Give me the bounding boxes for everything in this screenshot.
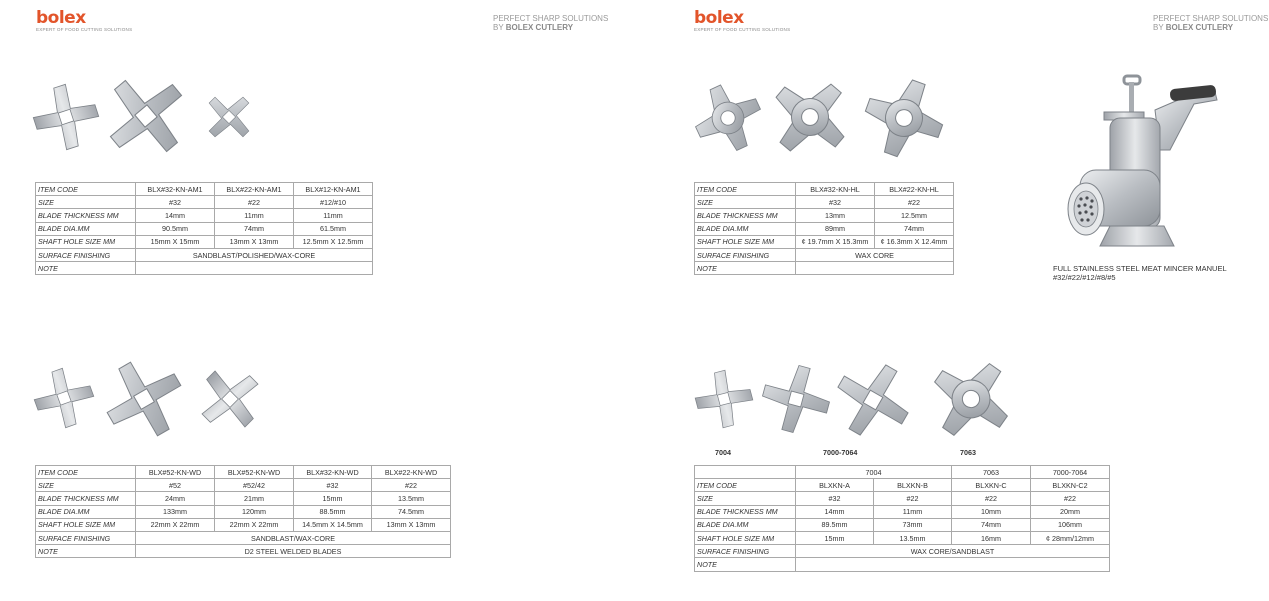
blade-7004-image (690, 365, 758, 433)
table-row (695, 235, 954, 248)
table-row (36, 518, 451, 531)
row-label: ITEM CODE (36, 466, 136, 479)
table-row (695, 545, 1110, 558)
table-cell: 13mm X 13mm (372, 518, 451, 531)
table-row (695, 492, 1110, 505)
mincer-caption-line-2: #32/#22/#12/#8/#5 (1053, 273, 1116, 282)
table-cell: BLX#52-KN-WD (136, 466, 215, 479)
model-header: 7004 (796, 466, 952, 479)
row-label: SURFACE FINISHING (36, 248, 136, 261)
surface-finishing-value: SANDBLAST/WAX-CORE (136, 531, 451, 544)
table-cell: BLX#22-KN-WD (372, 466, 451, 479)
table-cell: 11mm (874, 505, 952, 518)
table-cell: 14mm (136, 209, 215, 222)
row-label: SIZE (36, 479, 136, 492)
note-value: D2 STEEL WELDED BLADES (136, 545, 451, 558)
table-cell: 74mm (875, 222, 954, 235)
table-cell: #32 (796, 196, 875, 209)
blade-7000-7064a-image (755, 358, 836, 439)
table-cell: 15mm (796, 531, 874, 544)
row-label: SURFACE FINISHING (36, 531, 136, 544)
table-cell: BLXKN-C2 (1031, 479, 1110, 492)
table-row (36, 492, 451, 505)
table-cell: ¢ 28mm/12mm (1031, 531, 1110, 544)
table-cell: 12.5mm (875, 209, 954, 222)
table-cell: 120mm (215, 505, 294, 518)
row-label: BLADE DIA.MM (36, 222, 136, 235)
table-cell: #12/#10 (294, 196, 373, 209)
row-label: BLADE DIA.MM (36, 505, 136, 518)
row-label: ITEM CODE (36, 183, 136, 196)
table-row (695, 505, 1110, 518)
table-cell: 16mm (952, 531, 1031, 544)
table-cell: #32 (796, 492, 874, 505)
row-label: BLADE DIA.MM (695, 518, 796, 531)
table-cell: BLXKN-C (952, 479, 1031, 492)
blade-am1-22-image (89, 59, 203, 173)
table-row (695, 518, 1110, 531)
table-cell: 24mm (136, 492, 215, 505)
table-cell: #22 (372, 479, 451, 492)
table-cell: 14.5mm X 14.5mm (294, 518, 372, 531)
row-label: BLADE DIA.MM (695, 222, 796, 235)
table-cell: #22 (875, 196, 954, 209)
spec-table-blxkn (694, 465, 1110, 572)
model-header-row (695, 466, 1110, 479)
spec-table-am1 (35, 182, 373, 275)
blade-caption: 7004 (715, 448, 731, 457)
table-cell: 11mm (215, 209, 294, 222)
table-cell: BLX#32-KN-AM1 (136, 183, 215, 196)
table-row (36, 209, 373, 222)
table-row (36, 466, 451, 479)
slogan-brand: BOLEX CUTLERY (505, 23, 574, 32)
table-cell: BLX#22-KN-HL (875, 183, 954, 196)
blade-am1-32-image (27, 78, 106, 157)
surface-finishing-value: SANDBLAST/POLISHED/WAX-CORE (136, 248, 373, 261)
table-cell: BLX#32-KN-HL (796, 183, 875, 196)
blade-caption: 7063 (960, 448, 976, 457)
table-cell: 88.5mm (294, 505, 372, 518)
row-label: SIZE (36, 196, 136, 209)
table-row (695, 531, 1110, 544)
table-cell: BLXKN-B (874, 479, 952, 492)
table-cell: 22mm X 22mm (136, 518, 215, 531)
table-row (695, 558, 1110, 571)
table-cell: #32 (294, 479, 372, 492)
slogan-line-1: PERFECT SHARP SOLUTIONS (493, 14, 609, 23)
table-cell: BLX#22-KN-AM1 (215, 183, 294, 196)
row-label: ITEM CODE (695, 183, 796, 196)
row-label: SURFACE FINISHING (695, 545, 796, 558)
table-row (36, 545, 451, 558)
table-cell: 74mm (952, 518, 1031, 531)
row-label: NOTE (36, 262, 136, 275)
table-cell: 15mm X 15mm (136, 235, 215, 248)
spec-table-wd (35, 465, 451, 558)
blade-hl-22-image (854, 68, 953, 167)
row-label: BLADE THICKNESS MM (36, 492, 136, 505)
table-row (36, 222, 373, 235)
table-row (36, 248, 373, 261)
table-cell: 20mm (1031, 505, 1110, 518)
note-value (796, 558, 1110, 571)
model-header: 7000-7064 (1031, 466, 1110, 479)
slogan-line-1: PERFECT SHARP SOLUTIONS (1153, 14, 1269, 23)
table-cell: 133mm (136, 505, 215, 518)
table-cell: BLXKN-A (796, 479, 874, 492)
table-cell: #22 (215, 196, 294, 209)
table-cell: 106mm (1031, 518, 1110, 531)
table-cell: BLX#32-KN-WD (294, 466, 372, 479)
meat-mincer-image (1068, 76, 1217, 246)
row-label: BLADE THICKNESS MM (695, 505, 796, 518)
table-cell: ¢ 16.3mm X 12.4mm (875, 235, 954, 248)
table-row (36, 262, 373, 275)
slogan-by: BY (493, 23, 504, 32)
table-cell: 90.5mm (136, 222, 215, 235)
table-cell: 22mm X 22mm (215, 518, 294, 531)
row-label: SURFACE FINISHING (695, 248, 796, 261)
mincer-caption (1053, 264, 1227, 282)
table-cell: ¢ 19.7mm X 15.3mm (796, 235, 875, 248)
table-cell: #52 (136, 479, 215, 492)
table-row (36, 235, 373, 248)
blade-caption: 7000-7064 (823, 448, 858, 457)
row-label: SIZE (695, 196, 796, 209)
row-label: NOTE (695, 262, 796, 275)
spec-table-hl (694, 182, 954, 275)
table-cell (695, 466, 796, 479)
row-label: SHAFT HOLE SIZE MM (36, 518, 136, 531)
table-cell: #52/42 (215, 479, 294, 492)
table-row (695, 222, 954, 235)
table-row (36, 479, 451, 492)
blade-hl-32a-image (684, 74, 772, 162)
table-row (695, 209, 954, 222)
table-cell: 14mm (796, 505, 874, 518)
table-cell: 73mm (874, 518, 952, 531)
table-cell: 13mm X 13mm (215, 235, 294, 248)
table-cell: 89.5mm (796, 518, 874, 531)
surface-finishing-value: WAX CORE (796, 248, 954, 261)
table-cell: #22 (874, 492, 952, 505)
blade-am1-12-image (195, 83, 263, 151)
blade-7063-image (916, 344, 1026, 454)
table-cell: 11mm (294, 209, 373, 222)
table-cell: #22 (952, 492, 1031, 505)
table-cell: 74mm (215, 222, 294, 235)
table-row (36, 183, 373, 196)
table-row (36, 505, 451, 518)
table-cell: 21mm (215, 492, 294, 505)
blade-wd-32-image (187, 356, 273, 442)
row-label: BLADE THICKNESS MM (36, 209, 136, 222)
row-label: NOTE (36, 545, 136, 558)
table-row (695, 248, 954, 261)
table-row (695, 262, 954, 275)
blade-7000-7064-image (823, 350, 924, 451)
table-cell: 13mm (796, 209, 875, 222)
table-cell: #22 (1031, 492, 1110, 505)
table-cell: 74.5mm (372, 505, 451, 518)
table-cell: #32 (136, 196, 215, 209)
row-label: SHAFT HOLE SIZE MM (695, 235, 796, 248)
surface-finishing-value: WAX CORE/SANDBLAST (796, 545, 1110, 558)
table-cell: 61.5mm (294, 222, 373, 235)
table-row (695, 183, 954, 196)
slogan-by: BY (1153, 23, 1164, 32)
table-row (695, 196, 954, 209)
table-row (695, 479, 1110, 492)
table-cell: 12.5mm X 12.5mm (294, 235, 373, 248)
slogan-brand: BOLEX CUTLERY (1165, 23, 1234, 32)
row-label: BLADE THICKNESS MM (695, 209, 796, 222)
note-value (136, 262, 373, 275)
model-header: 7063 (952, 466, 1031, 479)
blade-wd-52-42-image (91, 346, 197, 452)
table-cell: 89mm (796, 222, 875, 235)
row-label: ITEM CODE (695, 479, 796, 492)
table-cell: 10mm (952, 505, 1031, 518)
row-label: SHAFT HOLE SIZE MM (695, 531, 796, 544)
table-cell: BLX#12-KN-AM1 (294, 183, 373, 196)
table-cell: 13.5mm (874, 531, 952, 544)
table-row (36, 196, 373, 209)
row-label: SIZE (695, 492, 796, 505)
brand-tagline: EXPERT OF FOOD CUTTING SOLUTIONS (36, 27, 133, 32)
table-row (36, 531, 451, 544)
blade-hl-32-image (756, 63, 865, 172)
row-label: NOTE (695, 558, 796, 571)
row-label: SHAFT HOLE SIZE MM (36, 235, 136, 248)
table-cell: 13.5mm (372, 492, 451, 505)
mincer-caption-line-1: FULL STAINLESS STEEL MEAT MINCER MANUEL (1053, 264, 1227, 273)
note-value (796, 262, 954, 275)
brand-logo: bolex (36, 8, 86, 28)
table-cell: BLX#52-KN-WD (215, 466, 294, 479)
brand-tagline: EXPERT OF FOOD CUTTING SOLUTIONS (694, 27, 791, 32)
brand-logo: bolex (694, 8, 744, 28)
table-cell: 15mm (294, 492, 372, 505)
blade-wd-52-image (27, 361, 100, 434)
